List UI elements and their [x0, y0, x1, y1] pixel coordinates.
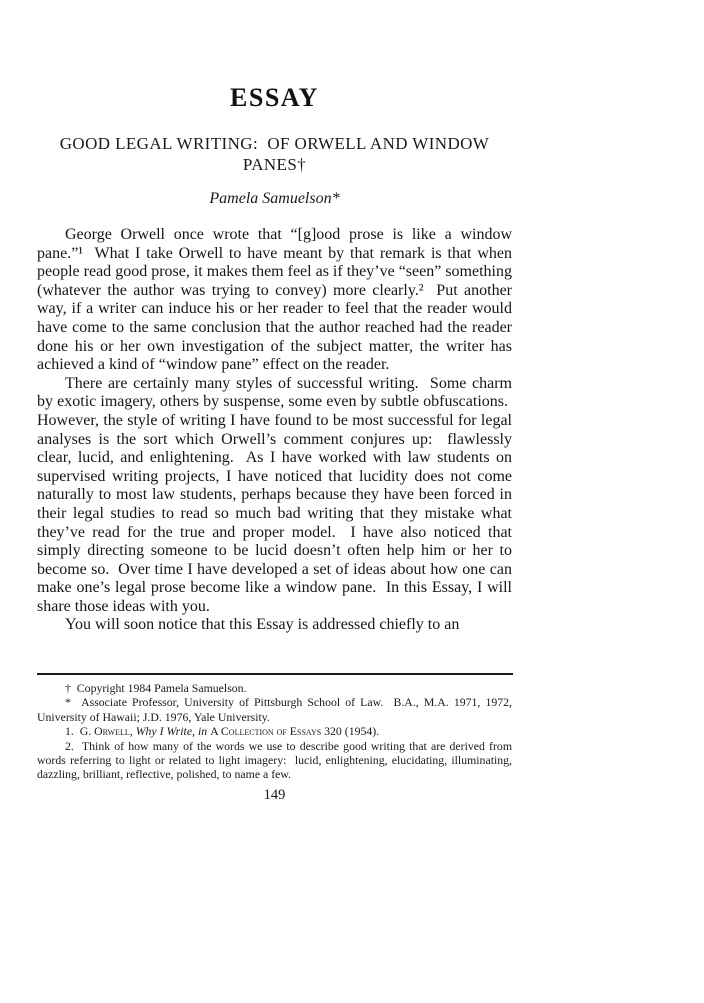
footnote-author-credentials: * Associate Professor, University of Pittsburgh School of Law. B.A., M.A. 1971, 1972, University of Hawaii; J.D. 1976, Yale University. — [37, 695, 512, 724]
section-kicker: ESSAY — [230, 83, 319, 112]
body-paragraph: You will soon notice that this Essay is addressed chiefly to an — [65, 616, 460, 634]
footnote-1: 1. G. Orwell, Why I Write, in A Collection of Essays 320 (1954). — [65, 724, 380, 739]
article-body — [37, 226, 512, 635]
footnote-divider — [37, 673, 513, 675]
footnote-2: 2. Think of how many of the words we use to describe good writing that are derived from words referring to light or related to light imagery: lucid, enlightening, elucidating, illuminating, dazzling, brilliant, reflective, polished, to name a few. — [37, 738, 512, 782]
body-paragraph: There are certainly many styles of successful writing. Some charm by exotic imagery, others by suspense, some even by subtle obfuscations. However, the style of writing I have found to be most successful for legal analyses is the sort which Orwell’s comment conjures up: flawlessly clear, lucid, and enlightening. As I have worked with law students on supervised writing projects, I have noticed that lucidity does not come naturally to most law students, perhaps because they have been forced in their legal studies to read so much bad writing that they mistake what they’ve read for the true and proper model. I have also noticed that simply directing someone to be lucid doesn’t often help him or her to become so. Over time I have developed a set of ideas about how one can make one’s legal prose become like a window pane. In this Essay, I will share those ideas with you. — [37, 374, 512, 615]
footnote-copyright: † Copyright 1984 Pamela Samuelson. — [65, 681, 247, 695]
page-number: 149 — [263, 787, 286, 803]
body-paragraph: George Orwell once wrote that “[g]ood prose is like a window pane.”¹ What I take Orwell to have meant by that remark is that when people read good prose, it makes them feel as if they’ve “seen” something (whatever the author was trying to convey) more clearly.² Put another way, if a writer can induce his or her reader to feel that the reader would have come to the same conclusion that the author reached had the reader done his or her own investigation of the subject matter, the writer has achieved a kind of “window pane” effect on the reader. — [37, 226, 512, 374]
footnotes-section — [37, 681, 512, 782]
article-title: GOOD LEGAL WRITING: OF ORWELL AND WINDOW PANES† — [59, 134, 490, 174]
author-byline: Pamela Samuelson* — [209, 190, 340, 207]
